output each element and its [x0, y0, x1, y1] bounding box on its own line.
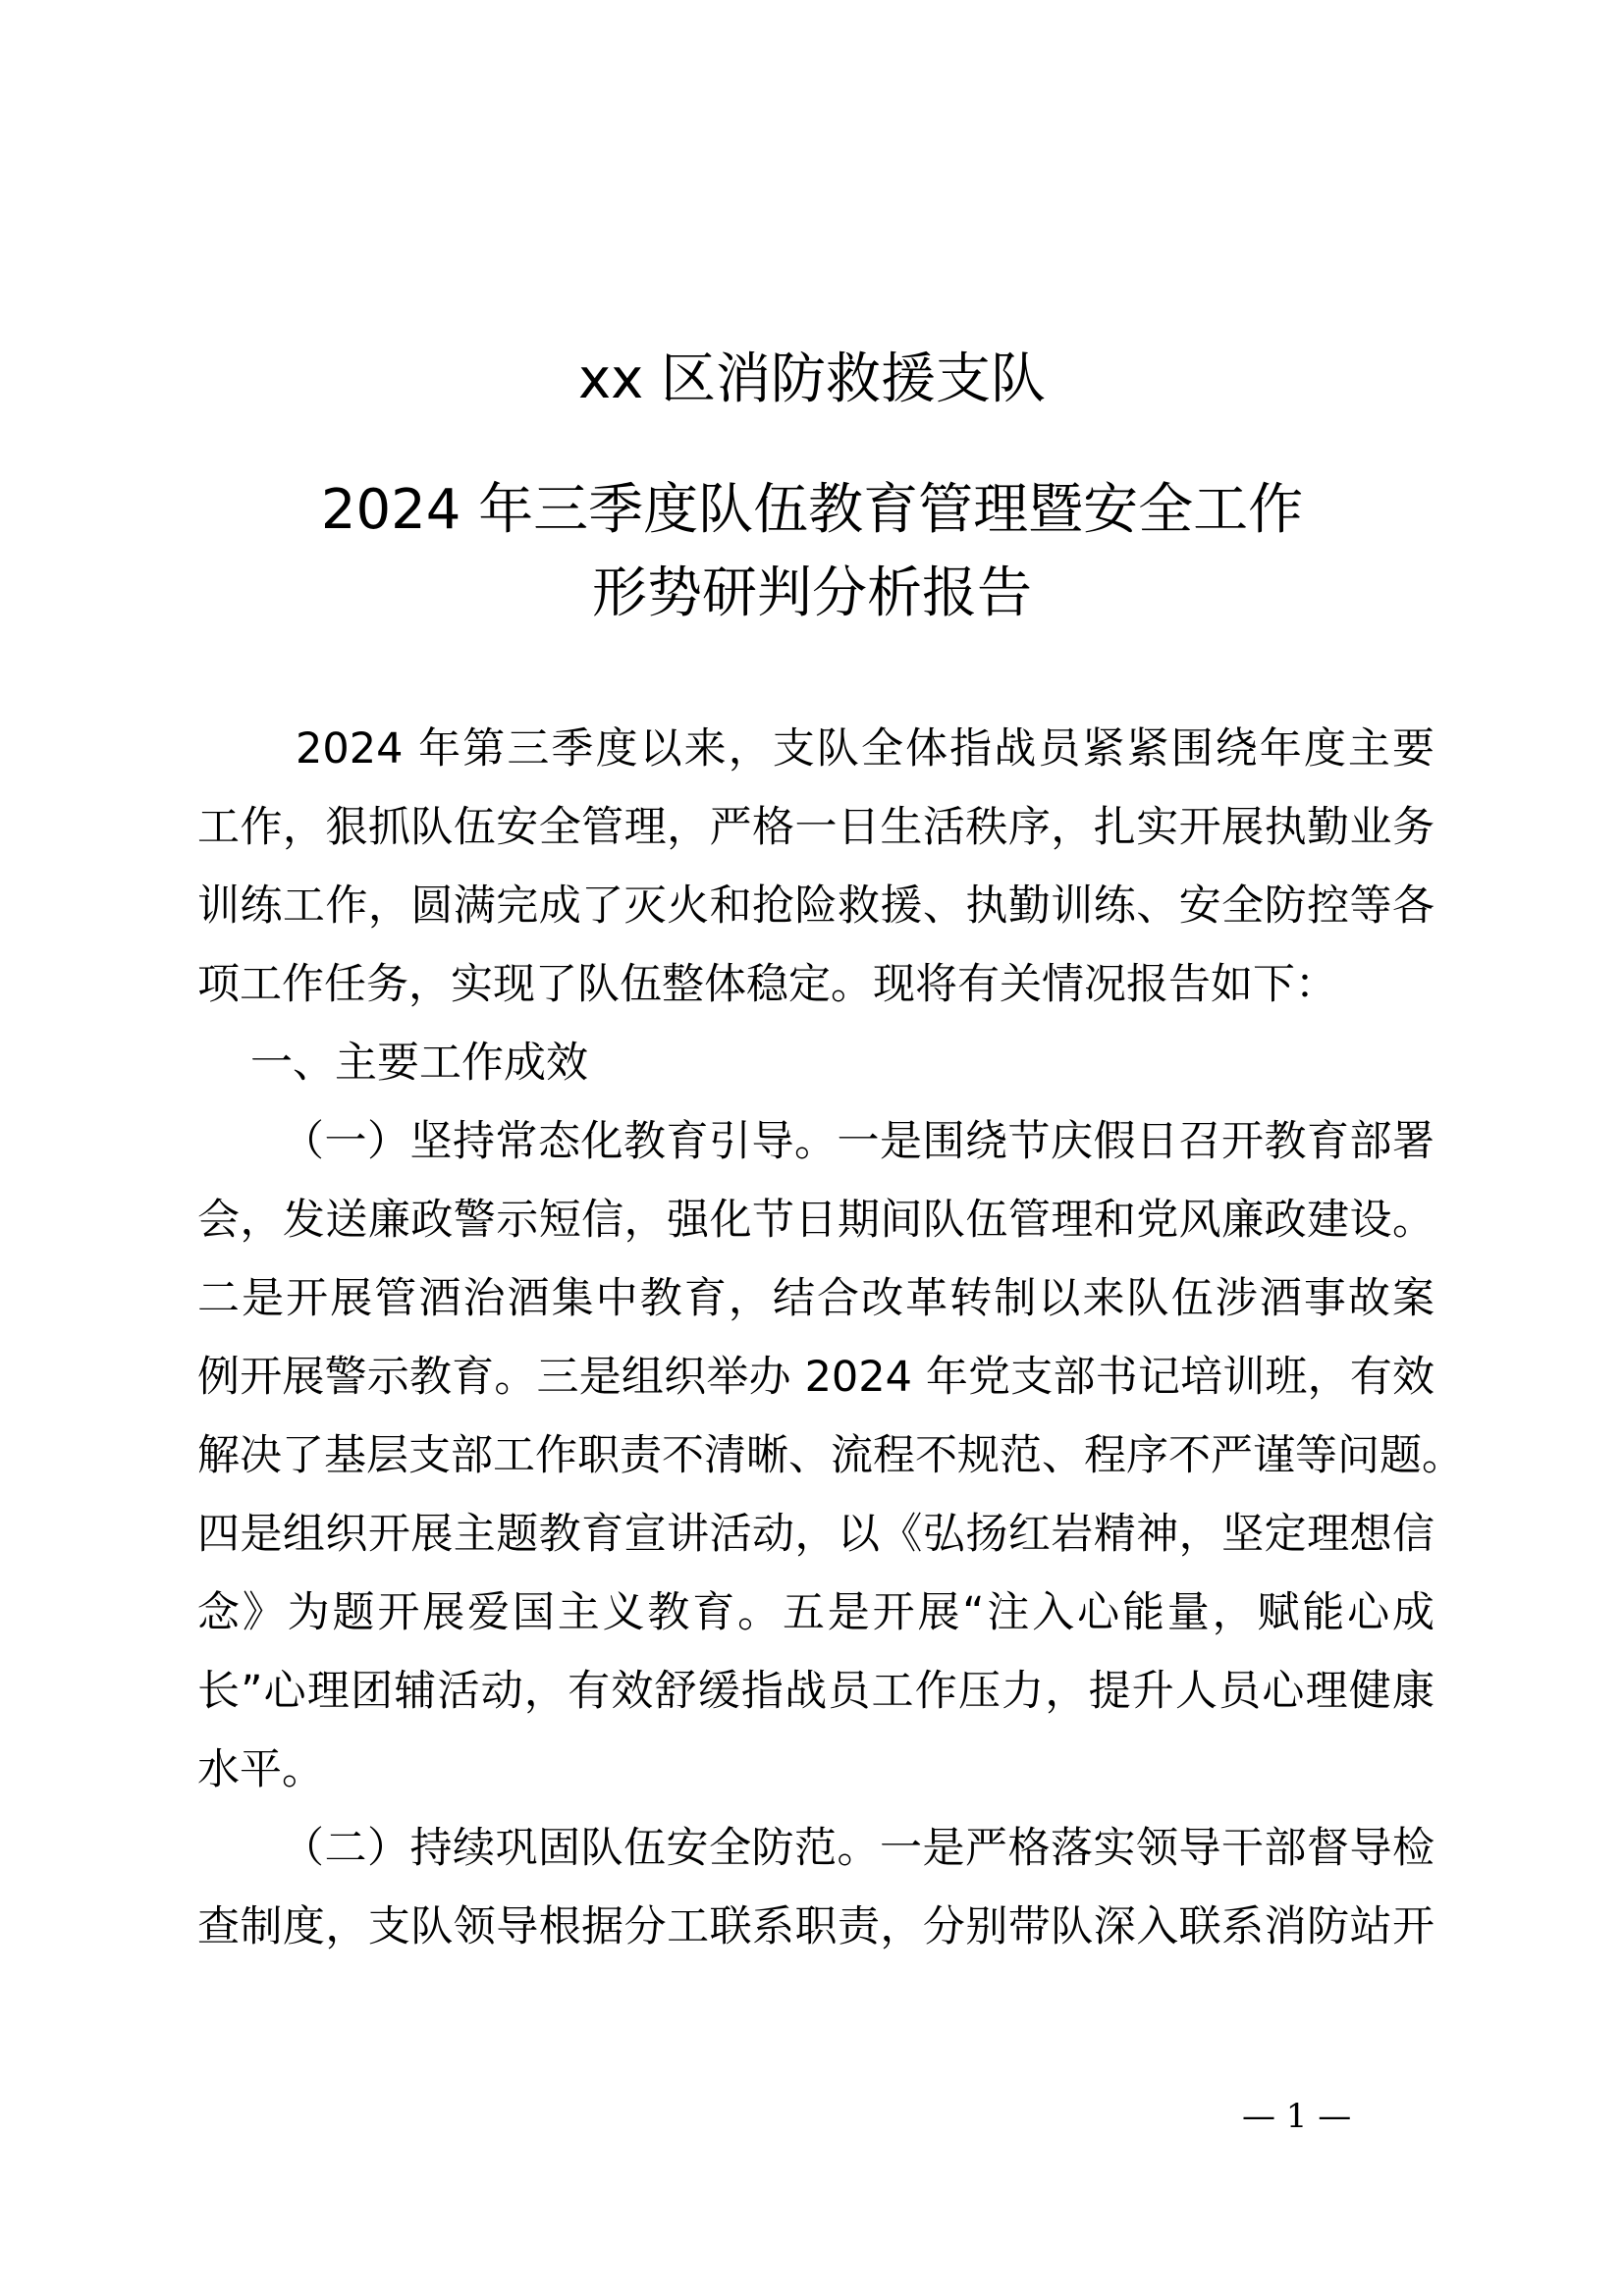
title-line-1: xx 区消防救援支队	[577, 347, 1047, 411]
subsection-1-line: （一）坚持常态化教育引导。一是围绕节庆假日召开教育部署	[282, 1117, 1435, 1166]
title-line-3: 形势研判分析报告	[592, 561, 1032, 625]
title-line-2: 2024 年三季度队伍教育管理暨安全工作	[320, 478, 1304, 542]
subsection-1-line: 解决了基层支部工作职责不清晰、流程不规范、程序不严谨等问题。	[197, 1431, 1464, 1480]
subsection-1-line: 会，发送廉政警示短信，强化节日期间队伍管理和党风廉政建设。	[197, 1196, 1435, 1245]
intro-line: 2024 年第三季度以来，支队全体指战员紧紧围绕年度主要	[296, 724, 1435, 774]
subsection-1-line: 二是开展管酒治酒集中教育，结合改革转制以来队伍涉酒事故案	[197, 1274, 1435, 1323]
section-heading: 一、主要工作成效	[250, 1039, 588, 1088]
subsection-1-line: 长”心理团辅活动，有效舒缓指战员工作压力，提升人员心理健康	[197, 1667, 1435, 1716]
subsection-1-line: 念》为题开展爱国主义教育。五是开展“注入心能量，赋能心成	[197, 1588, 1435, 1637]
subsection-1-line: 四是组织开展主题教育宣讲活动，以《弘扬红岩精神，坚定理想信	[197, 1510, 1435, 1559]
subsection-1-line: 水平。	[197, 1745, 324, 1794]
page-number: — 1 —	[1242, 2097, 1352, 2136]
subsection-1-line: 例开展警示教育。三是组织举办 2024 年党支部书记培训班，有效	[197, 1353, 1435, 1402]
intro-line: 项工作任务，实现了队伍整体稳定。现将有关情况报告如下：	[197, 960, 1337, 1009]
subsection-2-line: （二）持续巩固队伍安全防范。一是严格落实领导干部督导检	[282, 1824, 1435, 1873]
intro-line: 工作，狠抓队伍安全管理，严格一日生活秩序，扎实开展执勤业务	[197, 803, 1435, 852]
intro-line: 训练工作，圆满完成了灭火和抢险救援、执勤训练、安全防控等各	[197, 881, 1435, 931]
subsection-2-line: 查制度，支队领导根据分工联系职责，分别带队深入联系消防站开	[197, 1902, 1435, 1951]
